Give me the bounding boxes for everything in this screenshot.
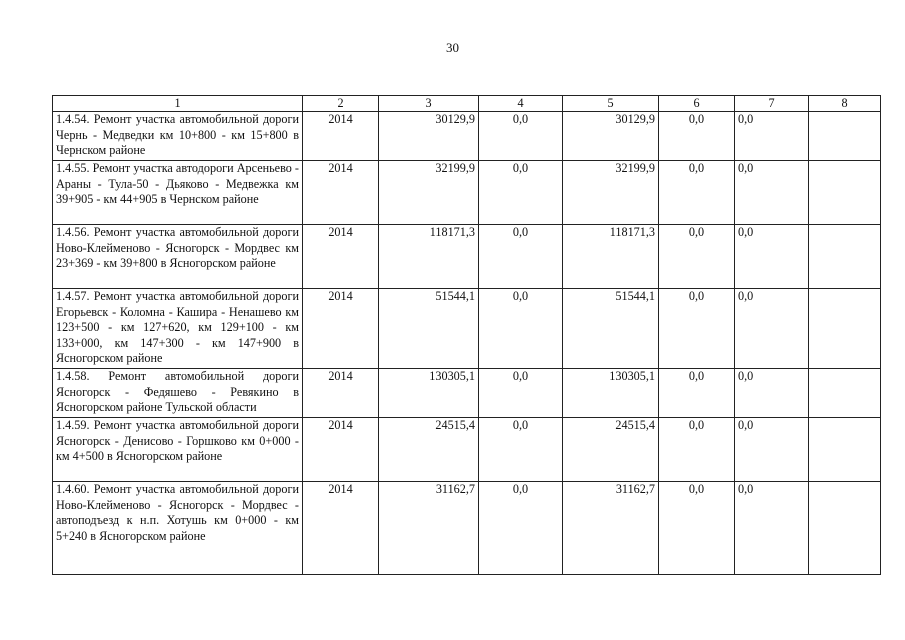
row-value-col6: 0,0 <box>659 369 735 418</box>
row-value-col6: 0,0 <box>659 161 735 225</box>
row-year: 2014 <box>303 482 379 575</box>
row-year: 2014 <box>303 418 379 482</box>
table-row <box>53 225 881 289</box>
row-value-col3: 32199,9 <box>379 161 479 225</box>
row-value-col6: 0,0 <box>659 225 735 289</box>
table-header-row <box>53 96 881 112</box>
row-value-col6: 0,0 <box>659 112 735 161</box>
row-description: 1.4.59. Ремонт участка автомобильной дороги Ясногорск - Денисово - Горшково км 0+000 - км 4+500 в Ясногорском районе <box>53 418 303 482</box>
column-header: 4 <box>479 96 563 112</box>
row-value-col4: 0,0 <box>479 482 563 575</box>
column-header: 6 <box>659 96 735 112</box>
row-description: 1.4.56. Ремонт участка автомобильной дороги Ново-Клейменово - Ясногорск - Мордвес км 23+369 - км 39+800 в Ясногорском районе <box>53 225 303 289</box>
row-value-col3: 51544,1 <box>379 289 479 369</box>
row-year: 2014 <box>303 369 379 418</box>
row-value-col7: 0,0 <box>735 482 809 575</box>
table-row <box>53 289 881 369</box>
row-description: 1.4.55. Ремонт участка автодороги Арсеньево - Араны - Тула-50 - Дьяково - Медвежка км 39+905 - км 44+905 в Чернском районе <box>53 161 303 225</box>
row-description: 1.4.58. Ремонт автомобильной дороги Ясногорск - Федяшево - Ревякино в Ясногорском районе Тульской области <box>53 369 303 418</box>
row-year: 2014 <box>303 289 379 369</box>
column-header: 8 <box>809 96 881 112</box>
row-value-col5: 32199,9 <box>563 161 659 225</box>
row-value-col7: 0,0 <box>735 289 809 369</box>
row-value-col3: 31162,7 <box>379 482 479 575</box>
table-row <box>53 482 881 575</box>
row-value-col3: 30129,9 <box>379 112 479 161</box>
row-value-col7: 0,0 <box>735 225 809 289</box>
row-description: 1.4.60. Ремонт участка автомобильной дороги Ново-Клейменово - Ясногорск - Мордвес - автоподъезд к н.п. Хотушь км 0+000 - км 5+240 в Ясногорском районе <box>53 482 303 575</box>
column-header: 7 <box>735 96 809 112</box>
row-value-col3: 130305,1 <box>379 369 479 418</box>
row-value-col5: 130305,1 <box>563 369 659 418</box>
row-value-col4: 0,0 <box>479 161 563 225</box>
row-value-col4: 0,0 <box>479 112 563 161</box>
row-value-col8 <box>809 225 881 289</box>
column-header: 1 <box>53 96 303 112</box>
row-year: 2014 <box>303 225 379 289</box>
page-number: 30 <box>446 40 459 55</box>
column-header: 2 <box>303 96 379 112</box>
row-value-col7: 0,0 <box>735 369 809 418</box>
row-value-col5: 30129,9 <box>563 112 659 161</box>
column-header: 5 <box>563 96 659 112</box>
row-value-col5: 118171,3 <box>563 225 659 289</box>
row-value-col7: 0,0 <box>735 161 809 225</box>
table-row <box>53 418 881 482</box>
row-value-col4: 0,0 <box>479 225 563 289</box>
row-year: 2014 <box>303 112 379 161</box>
table-row <box>53 161 881 225</box>
row-value-col3: 118171,3 <box>379 225 479 289</box>
row-value-col6: 0,0 <box>659 418 735 482</box>
row-value-col5: 51544,1 <box>563 289 659 369</box>
row-value-col7: 0,0 <box>735 418 809 482</box>
row-description: 1.4.54. Ремонт участка автомобильной дороги Чернь - Медведки км 10+800 - км 15+800 в Чернском районе <box>53 112 303 161</box>
row-value-col7: 0,0 <box>735 112 809 161</box>
budget-table <box>52 95 881 575</box>
column-header: 3 <box>379 96 479 112</box>
row-value-col4: 0,0 <box>479 369 563 418</box>
row-value-col8 <box>809 289 881 369</box>
table-row <box>53 369 881 418</box>
row-value-col6: 0,0 <box>659 482 735 575</box>
row-value-col8 <box>809 482 881 575</box>
row-value-col8 <box>809 112 881 161</box>
row-value-col8 <box>809 161 881 225</box>
row-year: 2014 <box>303 161 379 225</box>
row-value-col5: 24515,4 <box>563 418 659 482</box>
row-value-col3: 24515,4 <box>379 418 479 482</box>
row-value-col6: 0,0 <box>659 289 735 369</box>
row-value-col5: 31162,7 <box>563 482 659 575</box>
row-value-col4: 0,0 <box>479 418 563 482</box>
row-value-col8 <box>809 418 881 482</box>
row-description: 1.4.57. Ремонт участка автомобильной дороги Егорьевск - Коломна - Кашира - Ненашево км 123+500 - км 127+620, км 129+100 - км 133+000, км 147+300 - км 147+900 в Ясногорском районе <box>53 289 303 369</box>
row-value-col8 <box>809 369 881 418</box>
table-row <box>53 112 881 161</box>
row-value-col4: 0,0 <box>479 289 563 369</box>
